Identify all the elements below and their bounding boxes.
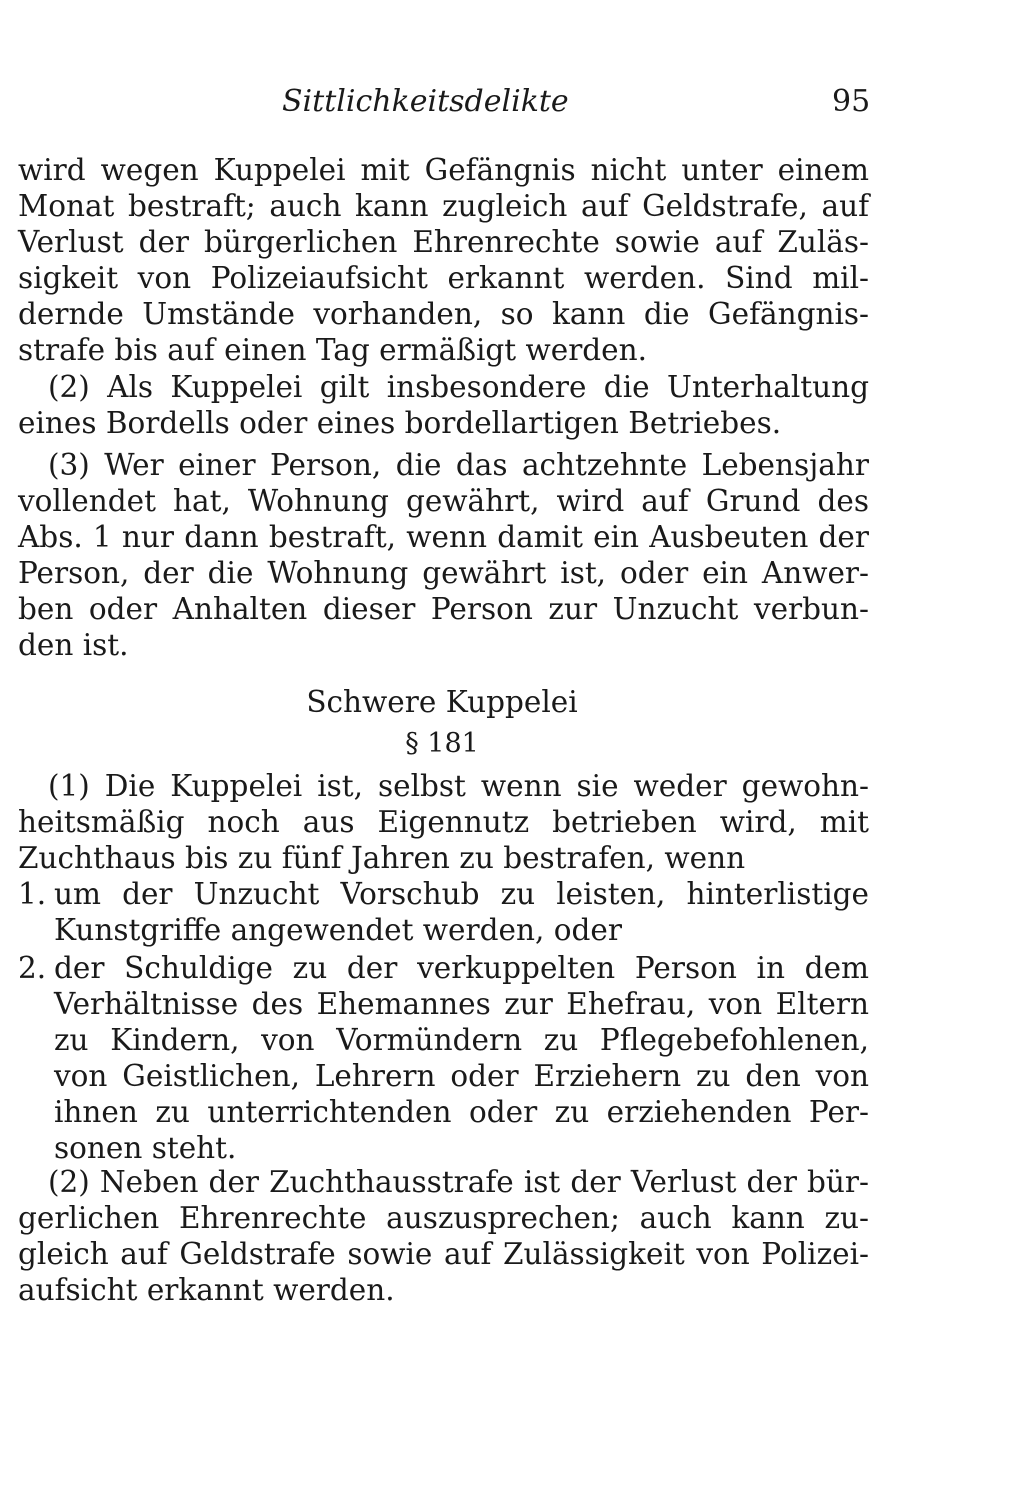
- running-title: Sittlichkeitsdelikte: [282, 84, 569, 119]
- list-item-text: um der Unzucht Vorschub zu leisten, hinterlistige: [54, 877, 869, 911]
- text-line: Verlust der bürgerlichen Ehrenrechte sowie auf Zuläs-: [18, 225, 869, 259]
- text-line: eines Bordells oder eines bordellartigen Betriebes.: [18, 406, 782, 440]
- text-line: Person, der die Wohnung gewährt ist, oder ein Anwer-: [18, 556, 869, 590]
- list-item-number: 1.: [18, 877, 47, 911]
- text-line: heitsmäßig noch aus Eigennutz betrieben wird, mit: [18, 805, 869, 839]
- list-item-line: [18, 950, 869, 986]
- text-line: (1) Die Kuppelei ist, selbst wenn sie weder gewohn-: [48, 769, 869, 803]
- text-line: gerlichen Ehrenrechte auszusprechen; auch kann zu-: [18, 1201, 869, 1235]
- text-line: Abs. 1 nur dann bestraft, wenn damit ein Ausbeuten der: [18, 520, 869, 554]
- text-line: (3) Wer einer Person, die das achtzehnte Lebensjahr: [48, 448, 869, 482]
- running-head: [0, 84, 1024, 128]
- text-line: vollendet hat, Wohnung gewährt, wird auf Grund des: [18, 484, 869, 518]
- list-item-line: [18, 876, 869, 912]
- text-line: sonen steht.: [54, 1131, 237, 1165]
- page-number: 95: [832, 84, 871, 119]
- text-line: zu Kindern, von Vormündern zu Pflegebefohlenen,: [54, 1023, 869, 1057]
- text-line: von Geistlichen, Lehrern oder Erziehern zu den von: [54, 1059, 869, 1093]
- text-line: Kunstgriffe angewendet werden, oder: [54, 913, 622, 947]
- text-line: dernde Umstände vorhanden, so kann die Gefängnis-: [18, 297, 869, 331]
- list-item-text: der Schuldige zu der verkuppelten Person in dem: [54, 951, 869, 985]
- section-number: § 181: [405, 728, 479, 759]
- text-line: Zuchthaus bis zu fünf Jahren zu bestrafen, wenn: [18, 841, 746, 875]
- text-line: den ist.: [18, 628, 129, 662]
- text-line: ben oder Anhalten dieser Person zur Unzucht verbun-: [18, 592, 869, 626]
- text-line: (2) Als Kuppelei gilt insbesondere die Unterhaltung: [48, 370, 869, 404]
- text-line: Verhältnisse des Ehemannes zur Ehefrau, von Eltern: [54, 987, 869, 1021]
- text-line: aufsicht erkannt werden.: [18, 1273, 395, 1307]
- text-line: wird wegen Kuppelei mit Gefängnis nicht unter einem: [18, 153, 869, 187]
- text-line: sigkeit von Polizeiaufsicht erkannt werden. Sind mil-: [18, 261, 869, 295]
- text-line: strafe bis auf einen Tag ermäßigt werden.: [18, 333, 648, 367]
- text-line: ihnen zu unterrichtenden oder zu erziehenden Per-: [54, 1095, 869, 1129]
- list-item-number: 2.: [18, 951, 47, 985]
- text-line: gleich auf Geldstrafe sowie auf Zulässigkeit von Polizei-: [18, 1237, 869, 1271]
- section-title: Schwere Kuppelei: [306, 685, 578, 719]
- text-line: (2) Neben der Zuchthausstrafe ist der Verlust der bür-: [48, 1165, 869, 1199]
- text-line: Monat bestraft; auch kann zugleich auf Geldstrafe, auf: [18, 189, 869, 223]
